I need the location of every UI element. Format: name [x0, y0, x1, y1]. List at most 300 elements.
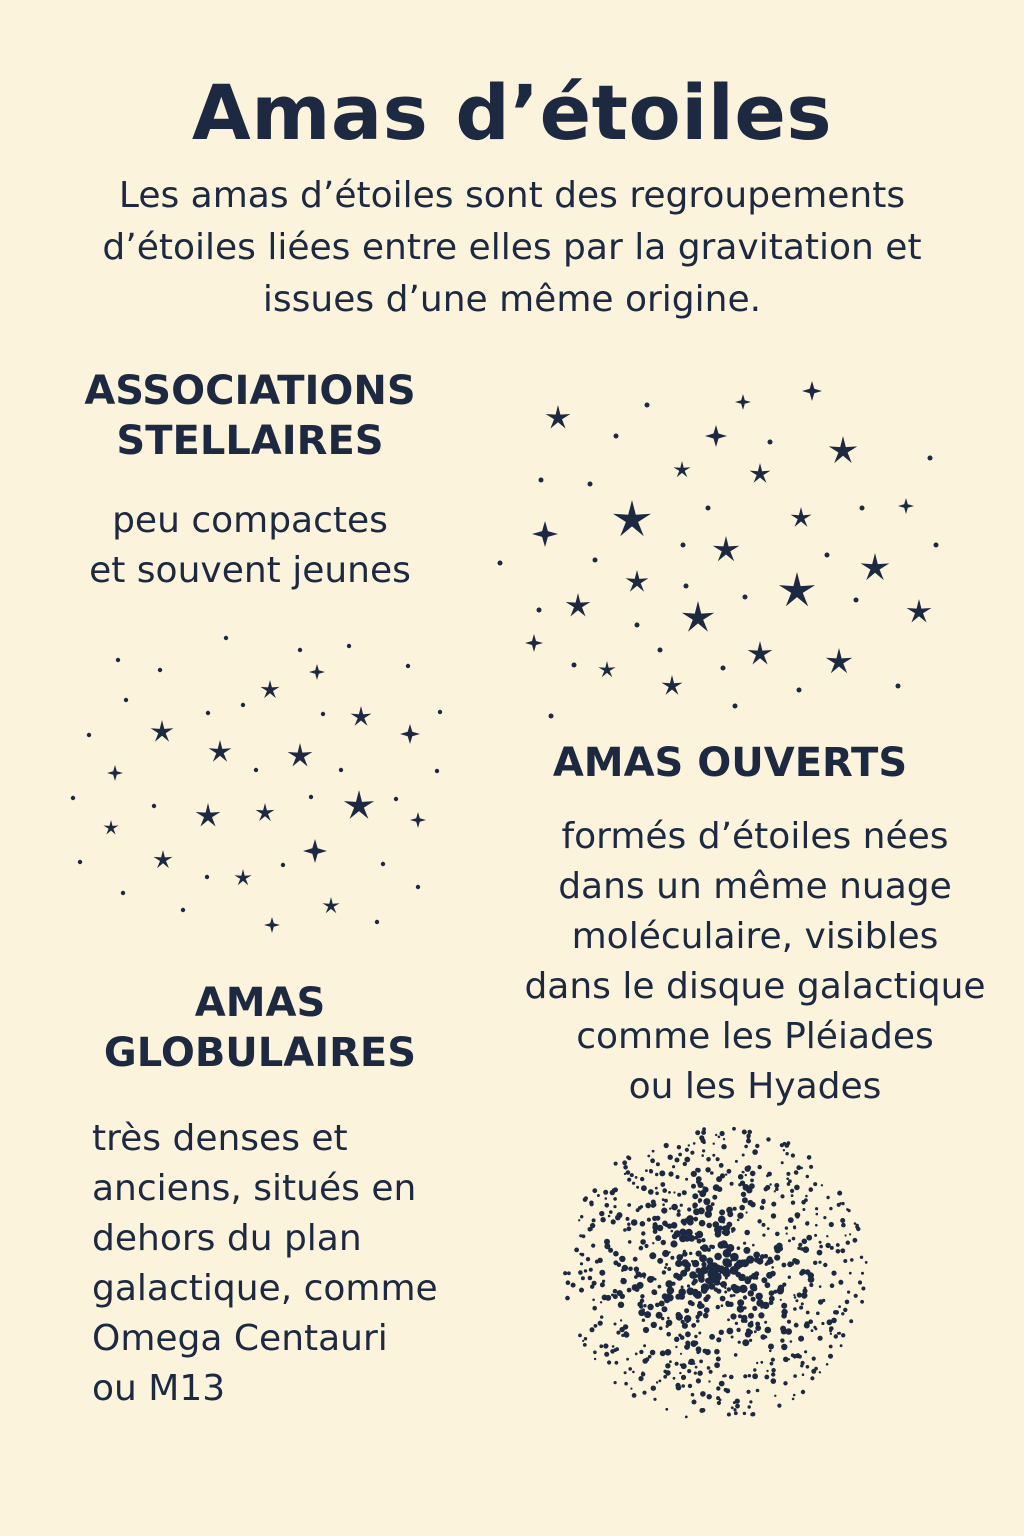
star-dot	[700, 1391, 706, 1397]
star-icon	[261, 680, 280, 698]
star-dot	[743, 1242, 746, 1245]
star-dot	[594, 1358, 596, 1360]
star-dot	[664, 1143, 669, 1148]
star-dot	[729, 1375, 734, 1380]
star-dot	[708, 1380, 710, 1382]
star-dot	[662, 1306, 668, 1312]
star-dot	[860, 1300, 864, 1304]
star-dot	[760, 1306, 763, 1309]
star-dot	[743, 1412, 746, 1415]
star-dot	[628, 1367, 632, 1371]
star-dot	[605, 1197, 608, 1200]
star-icon	[288, 743, 313, 767]
star-dot	[696, 1378, 701, 1383]
star-dot	[705, 1211, 712, 1218]
star-dot	[690, 1302, 695, 1307]
star-dot	[775, 1232, 780, 1237]
star-icon	[907, 599, 932, 623]
star-dot	[662, 1221, 668, 1227]
star-dot	[640, 1294, 644, 1298]
star-dot	[793, 1226, 796, 1229]
star-dot	[787, 1141, 791, 1145]
star-dot	[656, 1312, 663, 1319]
star-dot	[626, 1217, 630, 1221]
star-dot	[680, 1335, 685, 1340]
star-dot	[627, 1203, 631, 1207]
star-dot	[794, 1259, 800, 1265]
star-dot	[709, 1245, 713, 1249]
star-dot	[702, 1149, 705, 1152]
star-dot	[843, 1308, 847, 1312]
star-icon	[303, 839, 327, 863]
star-dot	[579, 1288, 584, 1293]
star-dot	[735, 1160, 738, 1163]
star-dot	[733, 704, 738, 709]
star-dot	[790, 1340, 793, 1343]
star-dot	[758, 1312, 764, 1318]
star-dot	[617, 1263, 621, 1267]
star-dot	[786, 1177, 789, 1180]
star-dot	[855, 1225, 859, 1229]
star-dot	[711, 1264, 720, 1273]
star-dot	[600, 1217, 605, 1222]
star-dot	[624, 1371, 627, 1374]
star-dot	[693, 1142, 696, 1145]
star-dot	[788, 1217, 794, 1223]
star-dot	[661, 1208, 667, 1214]
star-dot	[798, 1336, 804, 1342]
star-dot	[655, 1187, 658, 1190]
star-dot	[727, 1318, 730, 1321]
star-dot	[800, 1167, 803, 1170]
star-dot	[817, 1250, 823, 1256]
star-dot	[693, 1278, 698, 1283]
star-dot	[572, 663, 577, 668]
star-dot	[656, 1162, 660, 1166]
star-dot	[639, 1246, 644, 1251]
star-icon	[898, 498, 914, 514]
star-dot	[849, 1272, 852, 1275]
star-dot	[805, 1195, 808, 1198]
star-icon	[735, 394, 751, 410]
star-dot	[665, 1408, 668, 1411]
star-dot	[691, 1260, 694, 1263]
star-dot	[674, 1337, 679, 1342]
star-dot	[756, 1293, 763, 1300]
star-dot	[621, 1269, 624, 1272]
star-dot	[603, 1343, 608, 1348]
star-dot	[788, 1276, 791, 1279]
star-dot	[774, 1255, 780, 1261]
star-dot	[769, 1350, 772, 1353]
star-dot	[841, 1202, 844, 1205]
star-dot	[614, 1162, 618, 1166]
star-dot	[591, 1244, 595, 1248]
star-dot	[254, 768, 258, 772]
star-icon	[748, 641, 773, 665]
star-dot	[723, 1138, 725, 1140]
star-dot	[603, 1190, 608, 1195]
star-dot	[676, 1175, 680, 1179]
star-dot	[608, 1248, 613, 1253]
heading-amas-globulaires: AMAS GLOBULAIRES	[103, 980, 417, 1076]
star-dot	[613, 1205, 616, 1208]
star-dot	[158, 668, 162, 672]
star-dot	[703, 1186, 706, 1189]
star-dot	[807, 1155, 812, 1160]
star-dot	[825, 1243, 830, 1248]
star-dot	[71, 796, 75, 800]
star-dot	[689, 1252, 692, 1255]
star-dot	[682, 1221, 687, 1226]
star-dot	[712, 1154, 715, 1157]
star-dot	[751, 1412, 755, 1416]
star-dot	[684, 1236, 690, 1242]
star-dot	[728, 1302, 733, 1307]
star-dot	[716, 1386, 720, 1390]
star-dot	[762, 1223, 766, 1227]
star-dot	[809, 1187, 814, 1192]
star-dot	[676, 1254, 683, 1261]
star-dot	[574, 1248, 579, 1253]
star-dot	[700, 1266, 708, 1274]
star-dot	[768, 1344, 774, 1350]
star-dot	[831, 1318, 837, 1324]
star-dot	[794, 1296, 797, 1299]
star-dot	[732, 1127, 736, 1131]
star-dot	[743, 595, 748, 600]
star-dot	[671, 1222, 678, 1229]
star-dot	[849, 1233, 851, 1235]
star-dot	[707, 1279, 713, 1285]
star-dot	[678, 1288, 686, 1296]
star-dot	[687, 1284, 690, 1287]
star-dot	[746, 1139, 751, 1144]
star-dot	[600, 1301, 602, 1303]
star-dot	[623, 1165, 628, 1170]
star-dot	[677, 1193, 681, 1197]
star-dot	[623, 1228, 627, 1232]
star-dot	[836, 1243, 840, 1247]
star-dot	[321, 712, 325, 716]
star-icon	[705, 425, 727, 447]
star-dot	[792, 1398, 795, 1401]
star-dot	[578, 1334, 582, 1338]
star-dot	[663, 1375, 667, 1379]
star-dot	[584, 1337, 587, 1340]
star-dot	[934, 543, 939, 548]
star-dot	[838, 1280, 843, 1285]
star-icon	[400, 724, 420, 744]
star-dot	[659, 1380, 662, 1383]
text-associations-stellaires: peu compactes et souvent jeunes	[89, 500, 411, 591]
star-dot	[854, 598, 859, 603]
star-dot	[756, 1299, 764, 1307]
star-dot	[774, 1190, 776, 1192]
star-dot	[498, 561, 503, 566]
star-dot	[652, 1216, 657, 1221]
star-dot	[589, 1268, 593, 1272]
star-dot	[731, 1336, 734, 1339]
star-dot	[823, 1216, 826, 1219]
star-dot	[846, 1241, 850, 1245]
star-dot	[636, 1186, 639, 1189]
star-icon	[107, 765, 123, 781]
star-dot	[737, 1305, 745, 1313]
star-dot	[78, 860, 82, 864]
star-dot	[643, 1304, 646, 1307]
star-dot	[651, 1204, 655, 1208]
star-dot	[787, 1261, 793, 1267]
star-dot	[783, 1381, 787, 1385]
star-dot	[612, 1188, 614, 1190]
star-dot	[639, 1350, 643, 1354]
star-dot	[571, 1283, 576, 1288]
star-dot	[845, 1300, 850, 1305]
star-dot	[694, 1372, 697, 1375]
star-dot	[850, 1258, 854, 1262]
star-dot	[605, 1295, 611, 1301]
star-dot	[658, 648, 663, 653]
star-dot	[699, 1135, 704, 1140]
star-dot	[833, 1310, 837, 1314]
intro-paragraph: Les amas d’étoiles sont des regroupements d’étoiles liées entre elles par la gravitation et issues d’une même origine.	[102, 175, 922, 320]
star-dot	[764, 1321, 767, 1324]
star-dot	[742, 1154, 745, 1157]
star-dot	[737, 1219, 740, 1222]
star-dot	[668, 1171, 673, 1176]
star-dot	[586, 1257, 590, 1261]
star-dot	[693, 1217, 698, 1222]
star-dot	[801, 1361, 805, 1365]
star-dot	[647, 1304, 653, 1310]
star-dot	[753, 1368, 756, 1371]
star-dot	[737, 1213, 743, 1219]
star-dot	[799, 1306, 803, 1310]
star-dot	[816, 1213, 819, 1216]
star-dot	[627, 1223, 630, 1226]
star-dot	[703, 1198, 710, 1205]
star-dot	[709, 1370, 713, 1374]
star-dot	[621, 1334, 624, 1337]
star-dot	[652, 1224, 659, 1231]
star-dot	[764, 1187, 769, 1192]
star-dot	[698, 1201, 700, 1203]
star-dot	[677, 1145, 681, 1149]
star-dot	[87, 733, 91, 737]
star-dot	[701, 1238, 705, 1242]
star-dot	[773, 1290, 777, 1294]
star-dot	[628, 1267, 633, 1272]
star-dot	[649, 1252, 656, 1259]
star-dot	[610, 1349, 614, 1353]
star-dot	[815, 1328, 818, 1331]
star-dot	[826, 1235, 828, 1237]
star-dot	[774, 1183, 779, 1188]
star-dot	[808, 1276, 815, 1283]
star-dot	[696, 1319, 700, 1323]
star-dot	[616, 1331, 620, 1335]
star-dot	[829, 1345, 833, 1349]
star-dot	[696, 1351, 699, 1354]
star-dot	[794, 1323, 799, 1328]
star-dot	[802, 1373, 805, 1376]
star-dot	[615, 1215, 621, 1221]
star-dot	[752, 1373, 758, 1379]
star-dot	[718, 1226, 723, 1231]
star-dot	[640, 1177, 644, 1181]
star-dot	[635, 1353, 638, 1356]
star-dot	[794, 1170, 799, 1175]
star-dot	[748, 1405, 751, 1408]
star-dot	[803, 1246, 810, 1253]
star-dot	[806, 1235, 812, 1241]
star-dot	[726, 1261, 732, 1267]
star-dot	[765, 1327, 772, 1334]
star-dot	[623, 1324, 628, 1329]
star-icon	[826, 648, 853, 673]
star-dot	[743, 1295, 747, 1299]
star-dot	[682, 1323, 688, 1329]
star-dot	[650, 1350, 656, 1356]
star-icon	[256, 803, 275, 821]
star-dot	[744, 1145, 748, 1149]
star-dot	[645, 1203, 651, 1209]
star-icon	[196, 803, 221, 827]
star-dot	[647, 1218, 651, 1222]
star-dot	[716, 1337, 721, 1342]
star-dot	[836, 1249, 841, 1254]
star-dot	[733, 1408, 736, 1411]
star-dot	[723, 1270, 731, 1278]
star-dot	[614, 434, 619, 439]
star-dot	[608, 1215, 611, 1218]
star-dot	[599, 1211, 604, 1216]
star-dot	[681, 1363, 687, 1369]
star-dot	[696, 1179, 701, 1184]
star-dot	[710, 1171, 714, 1175]
star-dot	[714, 1349, 720, 1355]
star-icon	[750, 463, 771, 483]
star-dot	[701, 1408, 705, 1412]
star-dot	[797, 688, 802, 693]
star-dot	[808, 1319, 813, 1324]
star-dot	[588, 1276, 593, 1281]
star-dot	[838, 1305, 841, 1308]
star-dot	[309, 795, 313, 799]
star-dot	[607, 1360, 611, 1364]
star-dot	[579, 1234, 582, 1237]
star-dot	[745, 1174, 747, 1176]
star-dot	[720, 1296, 726, 1302]
star-dot	[582, 1340, 584, 1342]
star-dot	[734, 1262, 741, 1269]
star-dot	[793, 1294, 795, 1296]
star-dot	[809, 1283, 813, 1287]
star-dot	[662, 1250, 669, 1257]
star-dot	[653, 1398, 656, 1401]
star-dot	[613, 1251, 619, 1257]
star-dot	[785, 1328, 792, 1335]
star-dot	[670, 1256, 674, 1260]
star-dot	[685, 1331, 691, 1337]
star-dot	[581, 1253, 585, 1257]
star-dot	[665, 1349, 672, 1356]
star-dot	[701, 1262, 706, 1267]
star-dot	[719, 1399, 722, 1402]
star-dot	[804, 1323, 810, 1329]
star-dot	[667, 1267, 671, 1271]
star-dot	[664, 1266, 667, 1269]
star-dot	[724, 1287, 726, 1289]
star-dot	[779, 1246, 784, 1251]
star-dot	[766, 1272, 773, 1279]
star-dot	[677, 1209, 681, 1213]
star-dot	[650, 1158, 655, 1163]
star-dot	[701, 1244, 709, 1252]
star-dot	[647, 1155, 650, 1158]
star-dot	[841, 1312, 844, 1315]
star-dot	[757, 1219, 761, 1223]
star-dot	[641, 1185, 647, 1191]
star-dot	[660, 1182, 665, 1187]
star-dot	[701, 1130, 706, 1135]
star-dot	[620, 1294, 625, 1299]
star-dot	[813, 1261, 817, 1265]
star-dot	[781, 1161, 784, 1164]
star-dot	[725, 1173, 727, 1175]
star-dot	[152, 804, 156, 808]
star-dot	[605, 1203, 610, 1208]
star-dot	[744, 1230, 750, 1236]
star-dot	[719, 1330, 724, 1335]
star-dot	[707, 1394, 712, 1399]
star-dot	[695, 1315, 699, 1319]
star-dot	[566, 1280, 571, 1285]
star-dot	[840, 1249, 843, 1252]
star-icon	[322, 897, 339, 913]
star-dot	[665, 1363, 670, 1368]
star-dot	[620, 1278, 626, 1284]
star-dot	[750, 1202, 756, 1208]
star-dot	[813, 1182, 817, 1186]
star-dot	[594, 1324, 598, 1328]
star-dot	[662, 1203, 665, 1206]
star-dot	[701, 1154, 704, 1157]
star-dot	[770, 1362, 774, 1366]
star-dot	[702, 1141, 706, 1145]
star-dot	[661, 1240, 666, 1245]
star-dot	[626, 1358, 629, 1361]
star-dot	[675, 1346, 677, 1348]
star-dot	[715, 1134, 717, 1136]
star-dot	[693, 1205, 697, 1209]
star-dot	[580, 1215, 583, 1218]
star-dot	[673, 1191, 675, 1193]
star-dot	[679, 1372, 681, 1374]
star-dot	[592, 1299, 595, 1302]
star-dot	[781, 1344, 787, 1350]
star-dot	[669, 1207, 671, 1209]
star-dot	[845, 1234, 847, 1236]
star-dot	[769, 1183, 771, 1185]
star-dot	[774, 1395, 776, 1397]
star-dot	[630, 1388, 632, 1390]
star-dot	[712, 1195, 717, 1200]
star-dot	[549, 714, 554, 719]
star-dot	[675, 1362, 679, 1366]
star-dot	[746, 1256, 754, 1264]
